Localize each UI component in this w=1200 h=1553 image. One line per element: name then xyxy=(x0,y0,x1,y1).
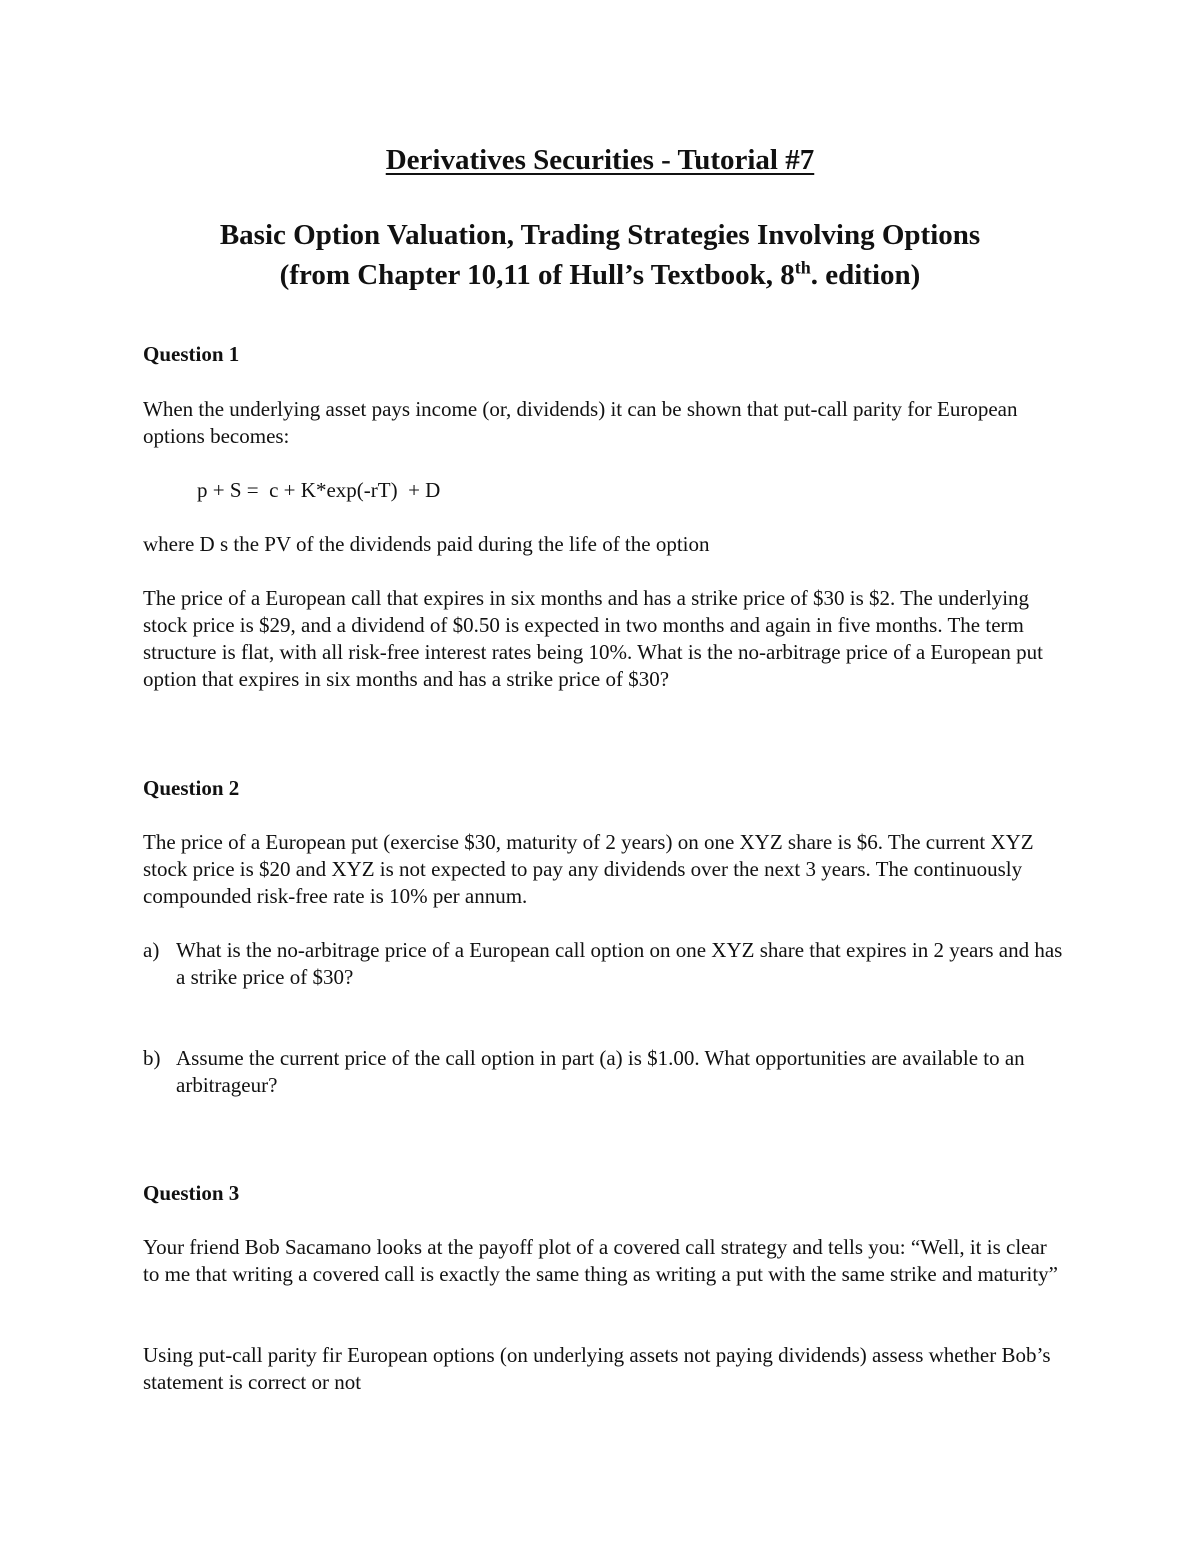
question-3-heading: Question 3 xyxy=(143,1181,240,1205)
document-title: Derivatives Securities - Tutorial #7 xyxy=(385,144,815,176)
document-subtitle xyxy=(0,215,1200,295)
question-1-intro: When the underlying asset pays income (or, dividends) it can be shown that put-call parity for European options becomes: xyxy=(143,397,1018,448)
question-2-part-b xyxy=(143,1045,1063,1099)
question-2-part-a xyxy=(143,937,1063,991)
part-b-marker: b) xyxy=(143,1046,161,1070)
subtitle-line-2-end: . edition) xyxy=(810,259,921,291)
subtitle-line-2-main: (from Chapter 10,11 of Hull’s Textbook, 8 xyxy=(279,259,795,291)
part-a-text: What is the no-arbitrage price of a European call option on one XYZ share that expires in 2 years and has a strike price of $30? xyxy=(176,938,1063,989)
question-3-intro: Your friend Bob Sacamano looks at the payoff plot of a covered call strategy and tells you: “Well, it is clear to me that writing a covered call is exactly the same thing as writing a put with the same strike and maturity” xyxy=(143,1235,1058,1286)
part-a-marker: a) xyxy=(143,938,160,962)
subtitle-line-1: Basic Option Valuation, Trading Strategies Involving Options xyxy=(219,219,981,251)
question-2-heading: Question 2 xyxy=(143,776,240,800)
subtitle-line-2 xyxy=(0,255,1200,295)
put-call-parity-formula: p + S = c + K*exp(-rT) + D xyxy=(197,478,441,502)
subtitle-superscript: th xyxy=(794,257,811,278)
question-1-heading: Question 1 xyxy=(143,342,240,366)
question-1-problem: The price of a European call that expires in six months and has a strike price of $30 is $2. The underlying stock price is $29, and a dividend of $0.50 is expected in two months and again in five months. The term structure is flat, with all risk-free interest rates being 10%. What is the no-arbitrage price of a European put option that expires in six months and has a strike price of $30? xyxy=(143,586,1043,691)
question-3-task: Using put-call parity fir European options (on underlying assets not paying dividends) assess whether Bob’s statement is correct or not xyxy=(143,1343,1051,1394)
question-1-where-clause: where D s the PV of the dividends paid during the life of the option xyxy=(143,532,710,556)
part-b-text: Assume the current price of the call option in part (a) is $1.00. What opportunities are available to an arbitrageur? xyxy=(176,1046,1025,1097)
question-2-intro: The price of a European put (exercise $30, maturity of 2 years) on one XYZ share is $6. The current XYZ stock price is $20 and XYZ is not expected to pay any dividends over the next 3 years. The continuously compounded risk-free rate is 10% per annum. xyxy=(143,830,1034,908)
